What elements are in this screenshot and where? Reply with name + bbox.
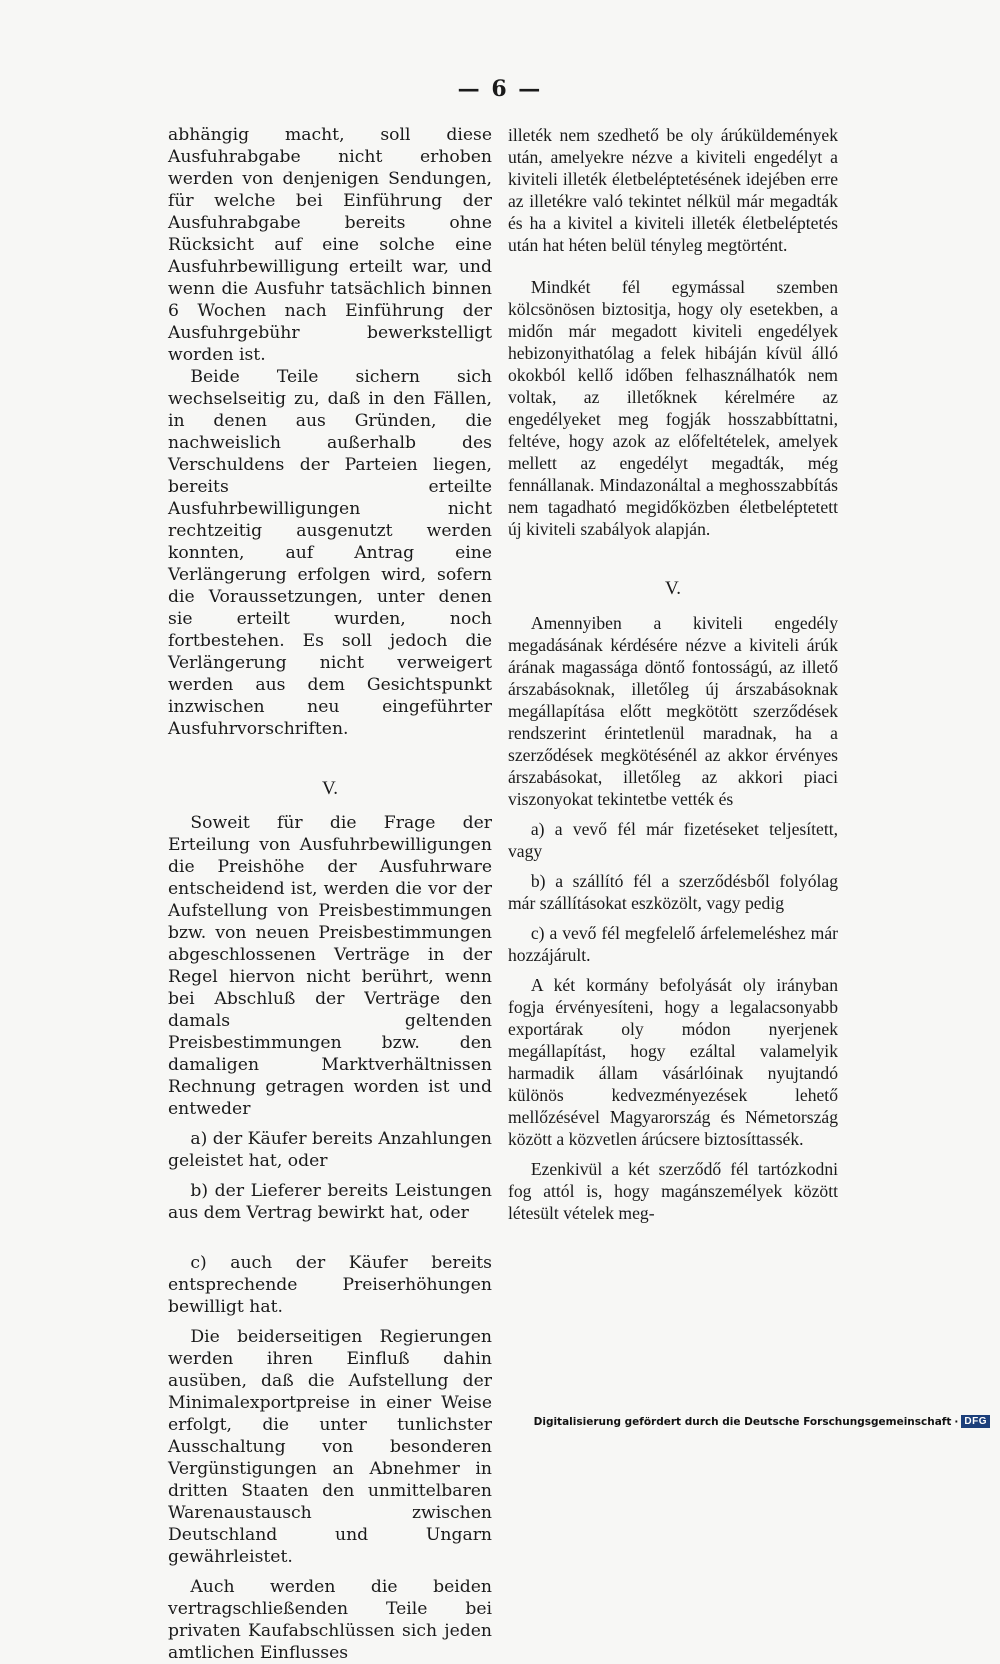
- hungarian-column: [508, 124, 838, 1224]
- hungarian-paragraph-1: illeték nem szedhető be oly árúküldemények után, amelyekre nézve a kiviteli engedélyt a kiviteli illeték életbeléptetésének idejében erre az illetékre való tekintet nélkül már megadták és ha a kivitel a kiviteli illeték életbeléptetés után hat héten belül tényleg megtörtént.: [508, 125, 838, 255]
- hungarian-item-c: c) a vevő fél megfelelő árfelemeléshez már hozzájárult.: [508, 923, 838, 965]
- footer-credit-text: Digitalisierung gefördert durch die Deutsche Forschungsgemeinschaft: [533, 1415, 952, 1428]
- german-item-b: b) der Lieferer bereits Leistungen aus dem Vertrag bewirkt hat, oder: [168, 1181, 492, 1223]
- dfg-logo: DFG: [961, 1415, 990, 1428]
- german-item-a: a) der Käufer bereits Anzahlungen geleistet hat, oder: [168, 1129, 492, 1171]
- german-item-c: c) auch der Käufer bereits entsprechende Preiserhöhungen bewilligt hat.: [168, 1253, 492, 1317]
- hungarian-item-b: b) a szállító fél a szerződésből folyólag már szállításokat eszközölt, vagy pedig: [508, 871, 838, 913]
- hungarian-paragraph-5: Ezenkivül a két szerződő fél tartózkodni fog attól is, hogy magánszemélyek között létesült vételek meg-: [508, 1159, 838, 1223]
- hungarian-paragraph-2: Mindkét fél egymással szemben kölcsönösen biztositja, hogy oly esetekben, a midőn már megadott kiviteli engedélyek hebizonyithatólag a felek hibáján kívül álló okokból kellő időben felhasználhatók nem voltak, az illetőknek kérelmére az engedélyeket meg fogják hosszabbíttatni, feltéve, hogy azok az előfeltételek, amelyek mellett az engedélyt megadták, még fennállanak. Mindazonáltal a meghosszabbítás nem tagadható megidőközben életbeléptetett új kiviteli szabályok alapján.: [508, 277, 838, 539]
- page-number: — 6 —: [457, 76, 543, 102]
- german-section-heading: V.: [321, 778, 339, 799]
- hungarian-item-a: a) a vevő fél már fizetéseket teljesített, vagy: [508, 819, 838, 861]
- hungarian-paragraph-4: A két kormány befolyását oly irányban fogja érvényesíteni, hogy a legalacsonyabb exportárak oly módon nyerjenek megállapítást, hogy ezáltal valamelyik harmadik állam vásárlóinak nyujtandó különös kedvezményezések lehető mellőzésével Magyarország és Németország között a közvetlen árúcsere biztosíttassék.: [508, 975, 838, 1149]
- german-paragraph-4: Die beiderseitigen Regierungen werden ihren Einfluß dahin ausüben, daß die Aufstellung der Minimalexportpreise in einer Weise erfolgt, die unter tunlichster Ausschaltung von besonderen Vergünstigungen an Abnehmer in dritten Staaten den unmittelbaren Warenaustausch zwischen Deutschland und Ungarn gewährleistet.: [168, 1327, 492, 1567]
- german-paragraph-3: Soweit für die Frage der Erteilung von Ausfuhrbewilligungen die Preishöhe der Ausfuhrware entscheidend ist, werden die vor der Aufstellung von Preisbestimmungen bzw. von neuen Preisbestimmungen abgeschlossenen Verträge in der Regel hiervon nicht berührt, wenn bei Abschluß der Verträge den damals geltenden Preisbestimmungen bzw. den damaligen Marktverhältnissen Rechnung getragen worden ist und entweder: [168, 813, 492, 1119]
- german-paragraph-2: Beide Teile sichern sich wechselseitig zu, daß in den Fällen, in denen aus Gründen, die nachweislich außerhalb des Verschuldens der Parteien liegen, bereits erteilte Ausfuhrbewilligungen nicht rechtzeitig ausgenutzt werden konnten, auf Antrag eine Verlängerung erfolgen wird, sofern die Voraussetzungen, unter denen sie erteilt wurden, noch fortbestehen. Es soll jedoch die Verlängerung nicht verweigert werden aus dem Gesichtspunkt inzwischen neu eingeführter Ausfuhrvorschriften.: [168, 367, 492, 739]
- german-paragraph-5: Auch werden die beiden vertragschließenden Teile bei privaten Kaufabschlüssen sich jeden amtlichen Einflusses: [168, 1577, 492, 1663]
- german-column: [168, 124, 492, 1664]
- digitization-footer: Digitalisierung gefördert durch die Deutsche Forschungsgemeinschaft · DFG: [534, 1415, 990, 1428]
- hungarian-section-heading: V.: [664, 578, 682, 599]
- german-paragraph-1: abhängig macht, soll diese Ausfuhrabgabe nicht erhoben werden von denjenigen Sendungen, für welche bei Einführung der Ausfuhrabgabe bereits ohne Rücksicht auf eine solche eine Ausfuhrbewilligung erteilt war, und wenn die Ausfuhr tatsächlich binnen 6 Wochen nach Einführung der Ausfuhrgebühr bewerkstelligt worden ist.: [168, 125, 492, 365]
- hungarian-paragraph-3: Amennyiben a kiviteli engedély megadásának kérdésére nézve a kiviteli árúk árának magassága döntő fontosságú, az illető árszabásoknak, illetőleg új árszabásoknak megállapítása előtt megkötött szerződések rendszerint érintetlenül maradnak, ha a szerződések megkötésénél az akkor érvényes árszabásokat, illetőleg az akkori piaci viszonyokat tekintetbe vették és: [508, 613, 838, 809]
